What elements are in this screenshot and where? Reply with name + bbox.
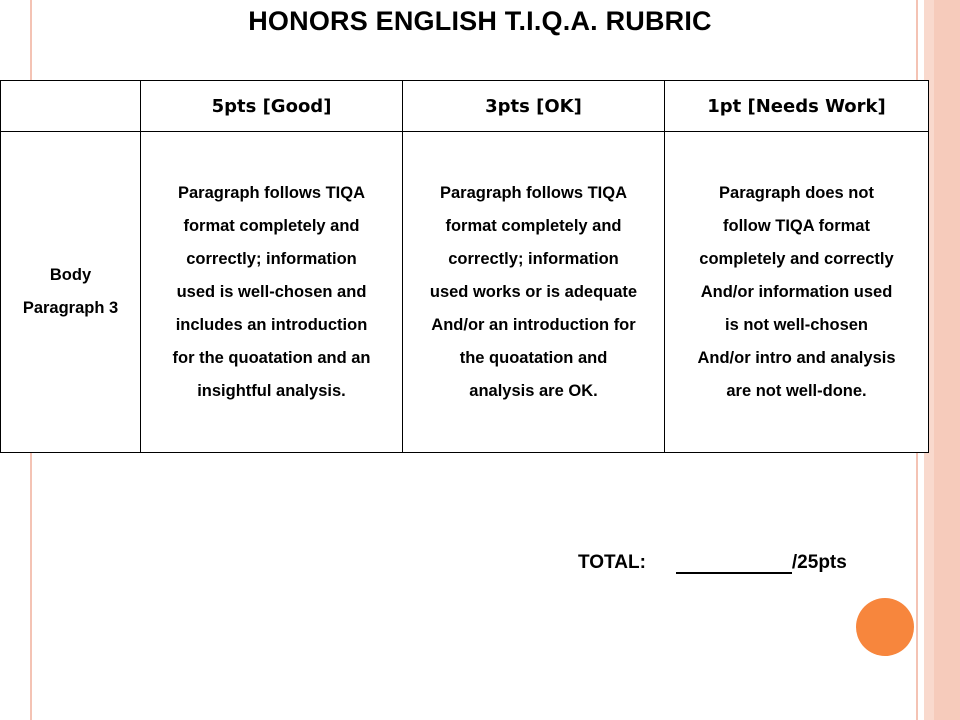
criteria-line: used works or is adequate [429, 282, 638, 301]
table-row [1, 132, 929, 453]
criteria-line: includes an introduction [175, 315, 368, 334]
criteria-line: Paragraph follows TIQA [439, 183, 628, 202]
criteria-line: for the quoatation and an [172, 348, 371, 367]
criteria-line: correctly; information [448, 249, 619, 268]
row-label-body-paragraph-3 [1, 132, 141, 453]
criteria-line: completely and correctly [699, 249, 894, 268]
criteria-line: Paragraph does not [719, 183, 874, 202]
criteria-line: And/or information used [700, 282, 893, 301]
criteria-line: format completely and [183, 216, 360, 235]
criteria-line: is not well-chosen [724, 315, 869, 334]
decorative-circle-icon [856, 598, 914, 656]
header-good: 5pts [Good] [141, 81, 403, 132]
table-header-row [1, 81, 929, 132]
criteria-cell-good [141, 132, 403, 453]
criteria-line: insightful analysis. [197, 381, 346, 400]
total-suffix: /25pts [791, 552, 847, 573]
criteria-line: are not well-done. [726, 381, 867, 400]
criteria-line: format completely and [445, 216, 622, 235]
header-empty-cell [1, 81, 141, 132]
criteria-line: And/or intro and analysis [697, 348, 896, 367]
page-title: HONORS ENGLISH T.I.Q.A. RUBRIC [248, 6, 712, 36]
criteria-line: used is well-chosen and [176, 282, 367, 301]
criteria-cell-needs-work [665, 132, 929, 453]
score-blank-field[interactable] [676, 552, 792, 574]
criteria-line: the quoatation and [459, 348, 608, 367]
frame-stripe [934, 0, 960, 720]
header-ok: 3pts [OK] [403, 81, 665, 132]
criteria-cell-ok [403, 132, 665, 453]
criteria-line: follow TIQA format [723, 216, 870, 235]
row-label-line: Paragraph 3 [22, 299, 119, 317]
rubric-table [0, 80, 929, 453]
total-score-line [578, 552, 847, 574]
criteria-line: Paragraph follows TIQA [177, 183, 366, 202]
criteria-line: correctly; information [186, 249, 357, 268]
criteria-line: And/or an introduction for [431, 315, 636, 334]
header-needs-work: 1pt [Needs Work] [665, 81, 929, 132]
criteria-line: analysis are OK. [469, 381, 598, 400]
row-label-line: Body [49, 266, 92, 284]
total-label: TOTAL: [578, 552, 646, 573]
